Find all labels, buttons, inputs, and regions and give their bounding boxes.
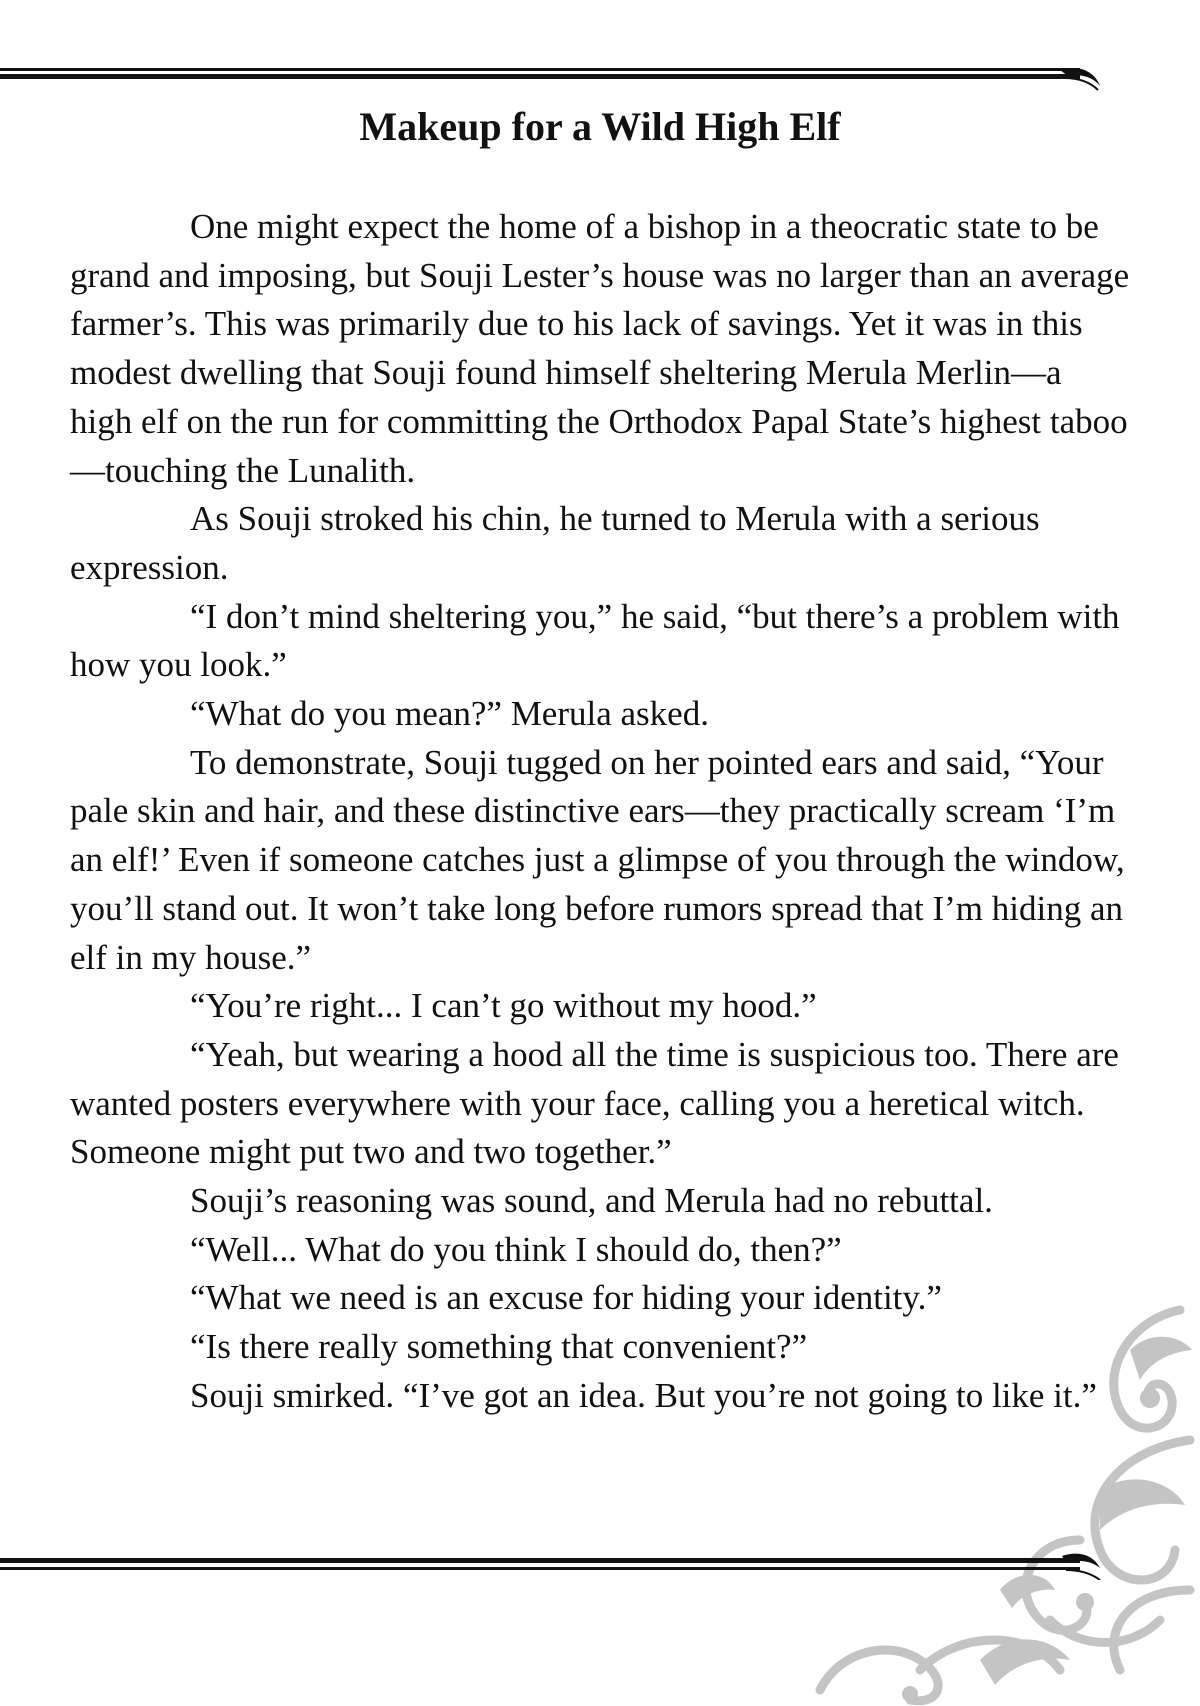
paragraph: “What we need is an excuse for hiding your identity.”	[190, 1278, 942, 1318]
bottom-border-rule	[0, 1550, 1110, 1580]
paragraph: “Is there really something that convenient?”	[190, 1327, 808, 1367]
paragraph: “I don’t mind sheltering you,” he said, “but there’s a problem with how you look.”	[70, 596, 1120, 685]
paragraph: Souji smirked. “I’ve got an idea. But you’re not going to like it.”	[190, 1375, 1097, 1415]
paragraph: “You’re right... I can’t go without my hood.”	[190, 986, 817, 1026]
paragraph: As Souji stroked his chin, he turned to Merula with a serious expression.	[70, 499, 1040, 587]
paragraph: “What do you mean?” Merula asked.	[190, 694, 709, 734]
paragraph: One might expect the home of a bishop in a theocratic state to be grand and imposing, but Souji Lester’s house was no larger than an average farmer’s. This was primarily due to his lack of savings. Yet it was in this modest dwelling that Souji found himself sheltering Merula Merlin—a high elf on the run for committing the Orthodox Papal State’s highest taboo—touching the Lunalith.	[70, 207, 1130, 490]
paragraph: Souji’s reasoning was sound, and Merula had no rebuttal.	[190, 1181, 993, 1221]
paragraph: “Yeah, but wearing a hood all the time is suspicious too. There are wanted posters everywhere with your face, calling you a heretical witch. Someone might put two and two together.”	[70, 1034, 1119, 1172]
paragraph: To demonstrate, Souji tugged on her pointed ears and said, “Your pale skin and hair, and these distinctive ears—they practically scream ‘I’m an elf!’ Even if someone catches just a glimpse of you through the window, you’ll stand out. It won’t take long before rumors spread that I’m hiding an elf in my house.”	[70, 742, 1125, 977]
chapter-body	[70, 203, 1132, 1421]
top-border-rule	[0, 62, 1110, 92]
paragraph: “Well... What do you think I should do, then?”	[190, 1229, 842, 1269]
chapter-title: Makeup for a Wild High Elf	[359, 104, 841, 149]
